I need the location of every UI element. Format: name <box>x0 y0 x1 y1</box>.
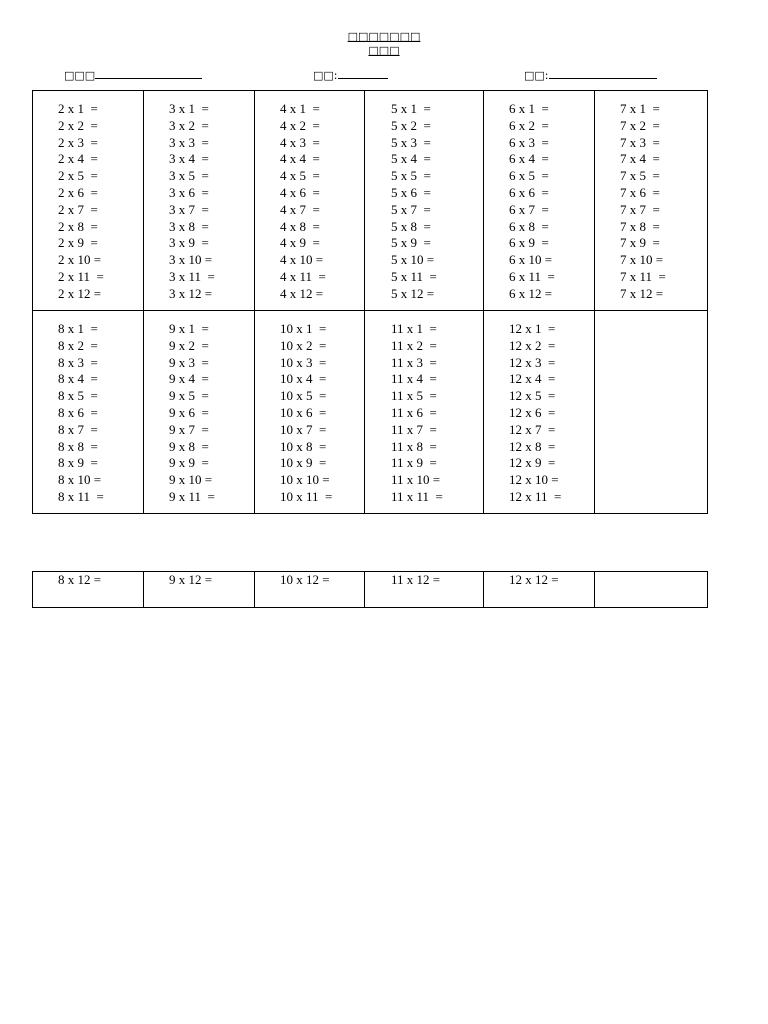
fact-item: 10 x 9 = <box>280 455 327 471</box>
fact-item: 4 x 5 = <box>280 168 320 184</box>
facts-list <box>509 311 594 506</box>
fact-item: 5 x 12 = <box>391 285 435 301</box>
fact-item: 11 x 8 = <box>391 438 437 454</box>
fact-item: 9 x 9 = <box>169 455 209 471</box>
fact-item: 6 x 7 = <box>509 201 549 217</box>
fact-item: 5 x 6 = <box>391 184 431 200</box>
fact-item: 7 x 7 = <box>620 201 660 217</box>
fact-item: 3 x 12 = <box>169 285 213 301</box>
fact-item: 10 x 3 = <box>280 354 327 370</box>
fact-item: 6 x 4 = <box>509 151 549 167</box>
fact-item: 12 x 3 = <box>509 354 556 370</box>
fact-item: 8 x 1 = <box>58 321 98 336</box>
fact-item: 4 x 10 = <box>280 252 324 268</box>
fact-item: 10 x 2 = <box>280 337 327 353</box>
table-cell <box>484 311 595 514</box>
fact-item: 8 x 9 = <box>58 455 98 471</box>
fact-item: 2 x 10 = <box>58 252 102 268</box>
fact-item: 5 x 4 = <box>391 151 431 167</box>
fact-item: 6 x 2 = <box>509 117 549 133</box>
times-table-grid <box>32 90 708 514</box>
grid-row-extra <box>33 572 708 608</box>
fact-item: 8 x 10 = <box>58 472 102 488</box>
fact-item: 7 x 4 = <box>620 151 660 167</box>
fact-item: 3 x 10 = <box>169 252 213 268</box>
fact-item: 6 x 11 = <box>509 268 555 284</box>
fact-item: 2 x 3 = <box>58 134 98 150</box>
table-cell <box>595 91 708 311</box>
fact-item: 12 x 5 = <box>509 388 556 404</box>
fact-item: 4 x 4 = <box>280 151 320 167</box>
fact-item: 12 x 12 = <box>509 572 559 587</box>
fact-item: 5 x 11 = <box>391 268 437 284</box>
times-twelve-row <box>32 571 708 608</box>
fact-item: 2 x 5 = <box>58 168 98 184</box>
fact-item: 4 x 6 = <box>280 184 320 200</box>
fact-item: 11 x 9 = <box>391 455 437 471</box>
table-cell <box>365 91 484 311</box>
table-cell <box>255 572 365 608</box>
fact-item: 8 x 4 = <box>58 371 98 387</box>
fact-item: 4 x 1 = <box>280 101 320 116</box>
fact-item: 3 x 6 = <box>169 184 209 200</box>
table-cell <box>33 91 144 311</box>
table-cell <box>255 91 365 311</box>
fact-item: 6 x 5 = <box>509 168 549 184</box>
class-field <box>313 67 388 83</box>
fact-item: 10 x 7 = <box>280 421 327 437</box>
fact-item: 5 x 3 = <box>391 134 431 150</box>
facts-list <box>58 91 143 303</box>
fact-item: 8 x 12 = <box>58 572 102 587</box>
fact-item: 2 x 7 = <box>58 201 98 217</box>
fact-item: 11 x 4 = <box>391 371 437 387</box>
fact-item: 11 x 11 = <box>391 488 443 504</box>
fact-item: 8 x 7 = <box>58 421 98 437</box>
fact-item: 4 x 7 = <box>280 201 320 217</box>
fact-item: 11 x 3 = <box>391 354 437 370</box>
fact-item: 2 x 2 = <box>58 117 98 133</box>
facts-list <box>169 91 254 303</box>
fact-item: 8 x 2 = <box>58 337 98 353</box>
table-cell <box>33 311 144 514</box>
fact-item: 7 x 11 = <box>620 268 666 284</box>
facts-list <box>391 91 483 303</box>
fact-item: 10 x 10 = <box>280 472 330 488</box>
facts-list <box>280 91 364 303</box>
name-label: □□□ <box>64 69 96 82</box>
worksheet-subtitle: □□□ <box>368 44 400 57</box>
fact-item: 9 x 12 = <box>169 572 213 587</box>
fact-item: 12 x 2 = <box>509 337 556 353</box>
fact-item: 3 x 3 = <box>169 134 209 150</box>
fact-item: 10 x 1 = <box>280 321 327 336</box>
table-cell <box>144 311 255 514</box>
table-cell <box>255 311 365 514</box>
fact-item: 5 x 10 = <box>391 252 435 268</box>
fact-item: 4 x 12 = <box>280 285 324 301</box>
fact-item: 12 x 7 = <box>509 421 556 437</box>
table-cell <box>33 572 144 608</box>
fact-item: 12 x 10 = <box>509 472 559 488</box>
fact-item: 5 x 7 = <box>391 201 431 217</box>
fact-item: 10 x 8 = <box>280 438 327 454</box>
facts-list <box>620 311 707 321</box>
fact-item: 8 x 5 = <box>58 388 98 404</box>
fact-item: 4 x 9 = <box>280 235 320 251</box>
fact-item: 2 x 6 = <box>58 184 98 200</box>
class-blank-line <box>338 67 388 79</box>
fact-item: 8 x 8 = <box>58 438 98 454</box>
fact-item: 11 x 2 = <box>391 337 437 353</box>
fact-item: 8 x 11 = <box>58 488 104 504</box>
worksheet-title: □□□□□□□ <box>347 30 421 43</box>
date-field <box>524 67 657 83</box>
fact-item: 10 x 12 = <box>280 572 330 587</box>
fact-item: 9 x 5 = <box>169 388 209 404</box>
fact-item: 4 x 8 = <box>280 218 320 234</box>
table-cell <box>484 572 595 608</box>
fact-item: 3 x 8 = <box>169 218 209 234</box>
fact-item: 11 x 7 = <box>391 421 437 437</box>
fact-item: 8 x 6 = <box>58 404 98 420</box>
table-cell <box>365 311 484 514</box>
fact-item: 12 x 1 = <box>509 321 556 336</box>
fact-item: 3 x 1 = <box>169 101 209 116</box>
fact-item: 2 x 12 = <box>58 285 102 301</box>
fact-item: 11 x 5 = <box>391 388 437 404</box>
name-field <box>64 67 202 83</box>
table-cell <box>595 572 708 608</box>
fact-item: 6 x 8 = <box>509 218 549 234</box>
fact-item: 12 x 9 = <box>509 455 556 471</box>
table-cell <box>144 91 255 311</box>
fact-item: 4 x 11 = <box>280 268 326 284</box>
fact-item: 10 x 4 = <box>280 371 327 387</box>
fact-item: 2 x 4 = <box>58 151 98 167</box>
fact-item: 5 x 8 = <box>391 218 431 234</box>
date-label: □□: <box>524 69 549 82</box>
fact-item: 11 x 12 = <box>391 572 441 587</box>
fact-item: 11 x 6 = <box>391 404 437 420</box>
fact-item: 7 x 2 = <box>620 117 660 133</box>
fact-item: 9 x 6 = <box>169 404 209 420</box>
fact-item: 12 x 8 = <box>509 438 556 454</box>
fact-item: 4 x 3 = <box>280 134 320 150</box>
fact-item: 4 x 2 = <box>280 117 320 133</box>
name-blank-line <box>95 67 202 79</box>
fact-item: 2 x 11 = <box>58 268 104 284</box>
facts-list <box>509 91 594 303</box>
fact-item: 7 x 1 = <box>620 101 660 116</box>
fact-item: 9 x 10 = <box>169 472 213 488</box>
fact-item: 6 x 3 = <box>509 134 549 150</box>
class-label: □□: <box>313 69 338 82</box>
fact-item: 7 x 10 = <box>620 252 664 268</box>
fact-item: 12 x 11 = <box>509 488 562 504</box>
fact-item: 10 x 11 = <box>280 488 333 504</box>
fact-item: 12 x 4 = <box>509 371 556 387</box>
fact-item: 3 x 9 = <box>169 235 209 251</box>
fact-item: 3 x 4 = <box>169 151 209 167</box>
table-cell <box>595 311 708 514</box>
fact-item: 7 x 8 = <box>620 218 660 234</box>
fact-item: 7 x 3 = <box>620 134 660 150</box>
fact-item: 3 x 5 = <box>169 168 209 184</box>
fact-item: 9 x 11 = <box>169 488 215 504</box>
facts-list <box>169 311 254 506</box>
fact-item: 12 x 6 = <box>509 404 556 420</box>
fact-item: 7 x 9 = <box>620 235 660 251</box>
fact-item: 5 x 1 = <box>391 101 431 116</box>
table-cell <box>484 91 595 311</box>
grid-row-bottom <box>33 311 708 514</box>
fact-item: 7 x 12 = <box>620 285 664 301</box>
fact-item: 3 x 11 = <box>169 268 215 284</box>
fact-item: 6 x 1 = <box>509 101 549 116</box>
facts-list <box>58 311 143 506</box>
fact-item: 7 x 6 = <box>620 184 660 200</box>
date-blank-line <box>549 67 657 79</box>
fact-item: 9 x 2 = <box>169 337 209 353</box>
fact-item: 9 x 8 = <box>169 438 209 454</box>
table-cell <box>365 572 484 608</box>
fact-item: 5 x 5 = <box>391 168 431 184</box>
fact-item: 11 x 10 = <box>391 472 441 488</box>
fact-item: 6 x 12 = <box>509 285 553 301</box>
fact-item: 2 x 1 = <box>58 101 98 116</box>
fact-item: 3 x 7 = <box>169 201 209 217</box>
fact-item: 6 x 10 = <box>509 252 553 268</box>
fact-item: 5 x 2 = <box>391 117 431 133</box>
fact-item: 10 x 5 = <box>280 388 327 404</box>
grid-row-top <box>33 91 708 311</box>
fact-item: 2 x 8 = <box>58 218 98 234</box>
table-cell <box>144 572 255 608</box>
fact-item: 2 x 9 = <box>58 235 98 251</box>
facts-list <box>280 311 364 506</box>
fact-item: 5 x 9 = <box>391 235 431 251</box>
fact-item: 9 x 3 = <box>169 354 209 370</box>
fact-item: 9 x 4 = <box>169 371 209 387</box>
fact-item: 8 x 3 = <box>58 354 98 370</box>
facts-list <box>391 311 483 506</box>
fact-item: 6 x 6 = <box>509 184 549 200</box>
fact-item: 3 x 2 = <box>169 117 209 133</box>
fact-item: 11 x 1 = <box>391 321 437 336</box>
fact-item: 6 x 9 = <box>509 235 549 251</box>
fact-item: 10 x 6 = <box>280 404 327 420</box>
fact-item: 7 x 5 = <box>620 168 660 184</box>
fact-item: 9 x 7 = <box>169 421 209 437</box>
fact-item: 9 x 1 = <box>169 321 209 336</box>
facts-list <box>620 91 707 303</box>
